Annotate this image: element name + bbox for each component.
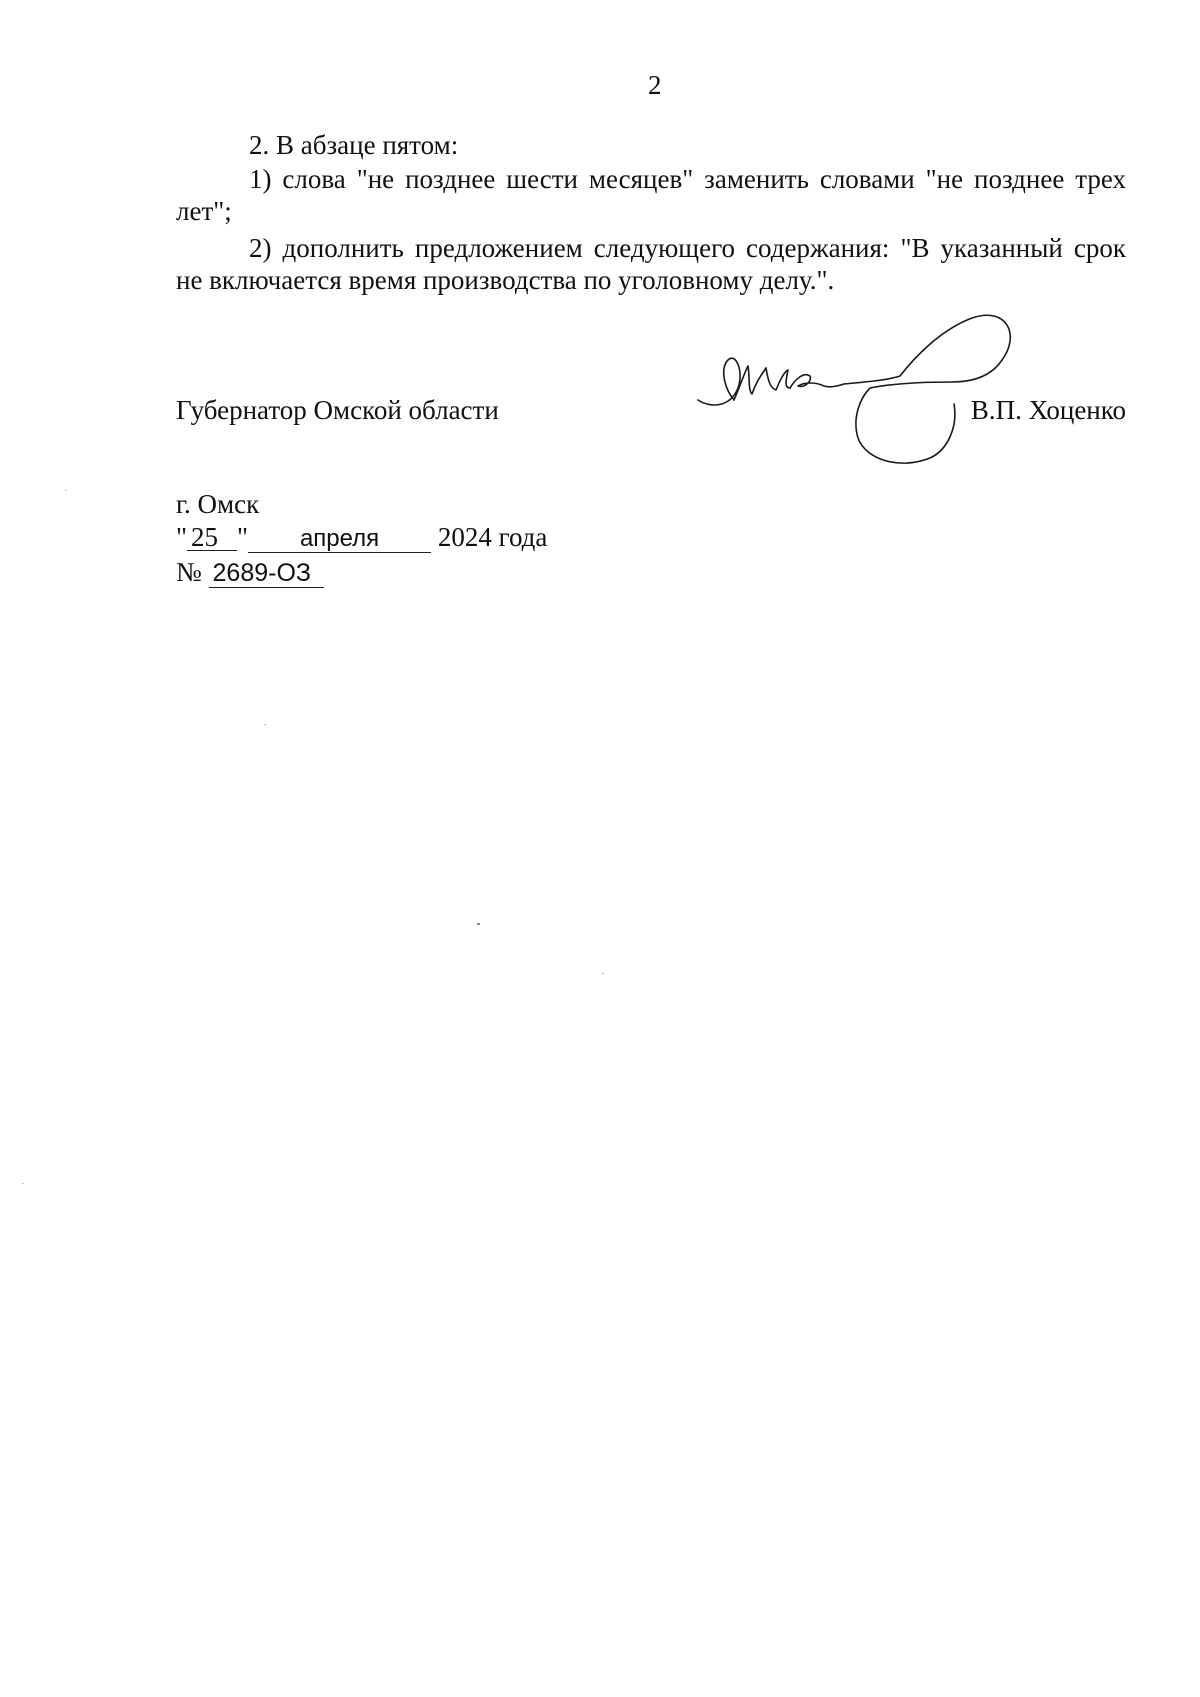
amendment-item-1: 1) слова "не позднее шести месяцев" заменить словами "не позднее трех лет"; — [176, 164, 1126, 226]
place-of-signing: г. Омск — [176, 489, 260, 519]
scan-speck — [264, 724, 266, 725]
signatory-position: Губернатор Омской области — [176, 395, 499, 425]
page-number: 2 — [648, 70, 662, 100]
scan-speck — [65, 490, 67, 491]
scan-speck — [602, 973, 604, 974]
law-number — [176, 556, 324, 588]
handwritten-signature — [690, 308, 1040, 478]
number-prefix: № — [176, 557, 209, 587]
number-value: 2689-ОЗ — [209, 559, 324, 588]
signatory-name: В.П. Хоценко — [970, 395, 1126, 425]
amendment-item-2: 2) дополнить предложением следующего содержания: "В указанный срок не включается время производства по уголовному делу.". — [176, 233, 1126, 295]
amendment-heading: 2. В абзаце пятом: — [249, 130, 459, 160]
signing-date — [176, 521, 547, 553]
scan-speck — [22, 1183, 24, 1184]
date-quote-open: " — [176, 522, 188, 552]
date-month: апреля — [248, 526, 431, 553]
date-quote-close: " — [237, 522, 249, 552]
date-year: 2024 года — [431, 522, 548, 552]
scan-speck — [477, 923, 480, 925]
date-day: 25 — [187, 524, 237, 551]
